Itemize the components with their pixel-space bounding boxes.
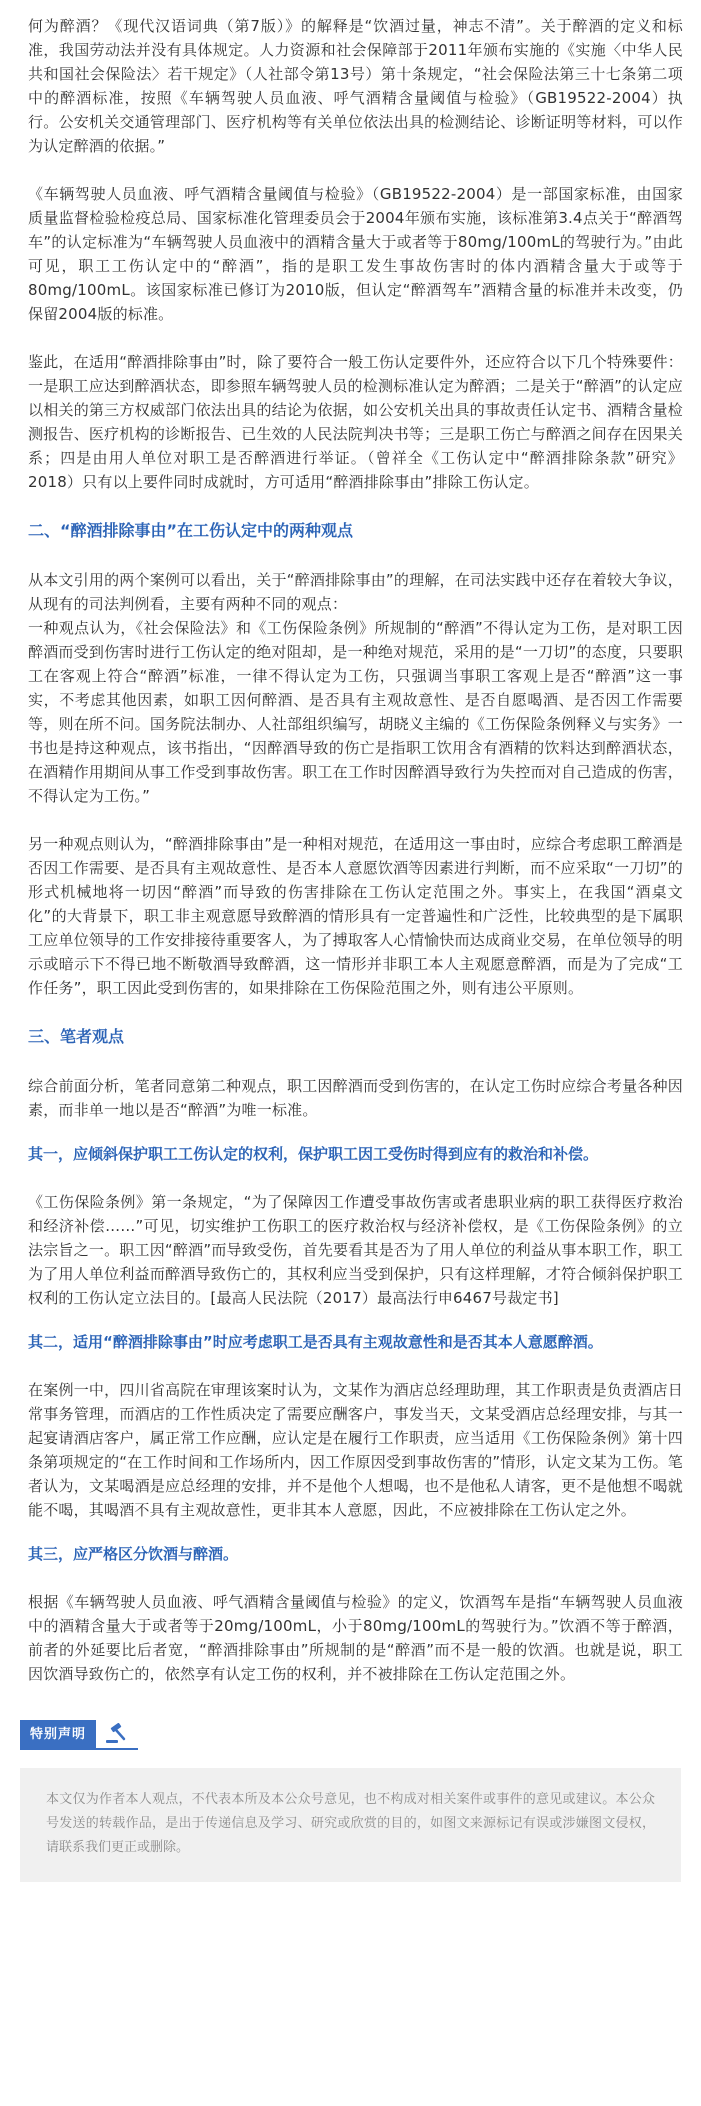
paragraph-special-requirements: 鉴此，在适用“醉酒排除事由”时，除了要符合一般工伤认定要件外，还应符合以下几个特殊要件：一是职工应达到醉酒状态，即参照车辆驾驶人员的检测标准认定为醉酒；二是关于“醉酒”的认定应以相关的第三方权威部门依法出具的结论为依据，如公安机关出具的事故责任认定书、酒精含量检测报告、医疗机构的诊断报告、已生效的人民法院判决书等；三是职工伤亡与醉酒之间存在因果关系；四是由用人单位对职工是否醉酒进行举证。（曾祥全《工伤认定中“醉酒排除条款”研究》2018）只有以上要件同时成就时，方可适用“醉酒排除事由”排除工伤认定。 bbox=[28, 353, 683, 491]
subheading-point-three: 其三，应严格区分饮酒与醉酒。 bbox=[28, 1545, 239, 1563]
paragraph-point-two: 在案例一中，四川省高院在审理该案时认为，文某作为酒店总经理助理，其工作职责是负责酒店日常事务管理，而酒店的工作性质决定了需要应酬客户，事发当天，文某受酒店总经理安排，与其一起宴请酒店客户，属正常工作应酬，应认定是在履行工作职责，应当适用《工伤保险条例》第十四条第项规定的“在工作时间和工作场所内，因工作原因受到事故伤害的”情形，认定文某为工伤。笔者认为，文某喝酒是应总经理的安排，并不是他个人想喝，也不是他私人请客，更不是他想不喝就能不喝，其喝酒不具有主观故意性，更非其本人意愿，因此，不应被排除在工伤认定之外。 bbox=[28, 1381, 683, 1519]
paragraph-national-standard: 《车辆驾驶人员血液、呼气酒精含量阈值与检验》（GB19522-2004）是一部国家标准，由国家质量监督检验检疫总局、国家标准化管理委员会于2004年颁布实施，该标准第3.4点关于“醉酒驾车”的认定标准为“车辆驾驶人员血液中的酒精含量大于或者等于80mg/100mL的驾驶行为。”由此可见，职工工伤认定中的“醉酒”，指的是职工发生事故伤害时的体内酒精含量大于或等于80mg/100mL。该国家标准已修订为2010版，但认定“醉酒驾车”酒精含量的标准并未改变，仍保留2004版的标准。 bbox=[28, 185, 683, 323]
paragraph-drunkenness-definition: 何为醉酒？《现代汉语词典（第7版）》的解释是“饮酒过量，神志不清”。关于醉酒的定义和标准，我国劳动法并没有具体规定。人力资源和社会保障部于2011年颁布实施的《实施〈中华人民共和国社会保险法〉若干规定》（人社部令第13号）第十条规定，“社会保险法第三十七条第二项中的醉酒标准，按照《车辆驾驶人员血液、呼气酒精含量阈值与检验》（GB19522-2004）执行。公安机关交通管理部门、医疗机构等有关单位依法出具的检测结论、诊断证明等材料，可以作为认定醉酒的依据。” bbox=[28, 17, 683, 155]
gavel-icon bbox=[96, 1720, 138, 1750]
paragraph-two-views-intro: 从本文引用的两个案例可以看出，关于“醉酒排除事由”的理解，在司法实践中还存在着较大争议，从现有的司法判例看，主要有两种不同的观点： bbox=[28, 571, 683, 613]
section-heading-two-views: 二、“醉酒排除事由”在工伤认定中的两种观点 bbox=[28, 521, 354, 540]
paragraph-second-view: 另一种观点则认为，“醉酒排除事由”是一种相对规范，在适用这一事由时，应综合考虑职工醉酒是否因工作需要、是否具有主观故意性、是否本人意愿饮酒等因素进行判断，而不应采取“一刀切”的形式机械地将一切因“醉酒”而导致的伤害排除在工伤认定范围之外。事实上，在我国“酒桌文化”的大背景下，职工非主观意愿导致醉酒的情形具有一定普遍性和广泛性，比较典型的是下属职工应单位领导的工作安排接待重要客人，为了搏取客人心情愉快而达成商业交易，在单位领导的明示或暗示下不得已地不断敬酒导致醉酒，这一情形并非职工本人主观愿意醉酒，而是为了完成“工作任务”，职工因此受到伤害的，如果排除在工伤保险范围之外，则有违公平原则。 bbox=[28, 835, 683, 997]
special-notice-text: 本文仅为作者本人观点，不代表本所及本公众号意见，也不构成对相关案件或事件的意见或建议。本公众号发送的转载作品，是出于传递信息及学习、研究或欣赏的目的，如图文来源标记有误或涉嫌图文侵权，请联系我们更正或删除。 bbox=[46, 1792, 655, 1855]
paragraph-first-view: 一种观点认为，《社会保险法》和《工伤保险条例》所规制的“醉酒”不得认定为工伤，是对职工因醉酒而受到伤害时进行工伤认定的绝对阻却，是一种绝对规范，采用的是“一刀切”的态度，只要职工在客观上符合“醉酒”标准，一律不得认定为工伤，只强调当事职工客观上是否“醉酒”这一事实，不考虑其他因素，如职工因何醉酒、是否具有主观故意性、是否自愿喝酒、是否因工作需要等，则在所不问。国务院法制办、人社部组织编写，胡晓义主编的《工伤保险条例释义与实务》一书也是持这种观点，该书指出，“因醉酒导致的伤亡是指职工饮用含有酒精的饮料达到醉酒状态，在酒精作用期间从事工作受到事故伤害。职工在工作时因醉酒导致行为失控而对自己造成的伤害，不得认定为工伤。” bbox=[28, 619, 683, 805]
subheading-point-one: 其一，应倾斜保护职工工伤认定的权利，保护职工因工受伤时得到应有的救治和补偿。 bbox=[28, 1145, 599, 1163]
special-notice-label: 特别声明 bbox=[20, 1720, 96, 1750]
special-notice-box bbox=[20, 1768, 681, 1882]
paragraph-point-three: 根据《车辆驾驶人员血液、呼气酒精含量阈值与检验》的定义，饮酒驾车是指“车辆驾驶人员血液中的酒精含量大于或者等于20mg/100mL，小于80mg/100mL的驾驶行为。”饮酒不等于醉酒，前者的外延要比后者宽，“醉酒排除事由”所规制的是“醉酒”而不是一般的饮酒。也就是说，职工因饮酒导致伤亡的，依然享有认定工伤的权利，并不被排除在工伤认定范围之外。 bbox=[28, 1593, 683, 1683]
paragraph-point-one: 《工伤保险条例》第一条规定，“为了保障因工作遭受事故伤害或者患职业病的职工获得医疗救治和经济补偿……”可见，切实维护工伤职工的医疗救治权与经济补偿权，是《工伤保险条例》的立法宗旨之一。职工因“醉酒”而导致受伤，首先要看其是否为了用人单位的利益从事本职工作，职工为了用人单位利益而醉酒导致伤亡的，其权利应当受到保护，只有这样理解，才符合倾斜保护职工权利的工伤认定立法目的。[最高人民法院（2017）最高法行申6467号裁定书] bbox=[28, 1193, 683, 1307]
paragraph-author-conclusion: 综合前面分析，笔者同意第二种观点，职工因醉酒而受到伤害的，在认定工伤时应综合考量各种因素，而非单一地以是否“醉酒”为唯一标准。 bbox=[28, 1077, 683, 1119]
subheading-point-two: 其二，适用“醉酒排除事由”时应考虑职工是否具有主观故意性和是否其本人意愿醉酒。 bbox=[28, 1333, 603, 1351]
section-heading-author-view: 三、笔者观点 bbox=[28, 1027, 125, 1046]
special-notice-tag bbox=[20, 1720, 701, 1750]
